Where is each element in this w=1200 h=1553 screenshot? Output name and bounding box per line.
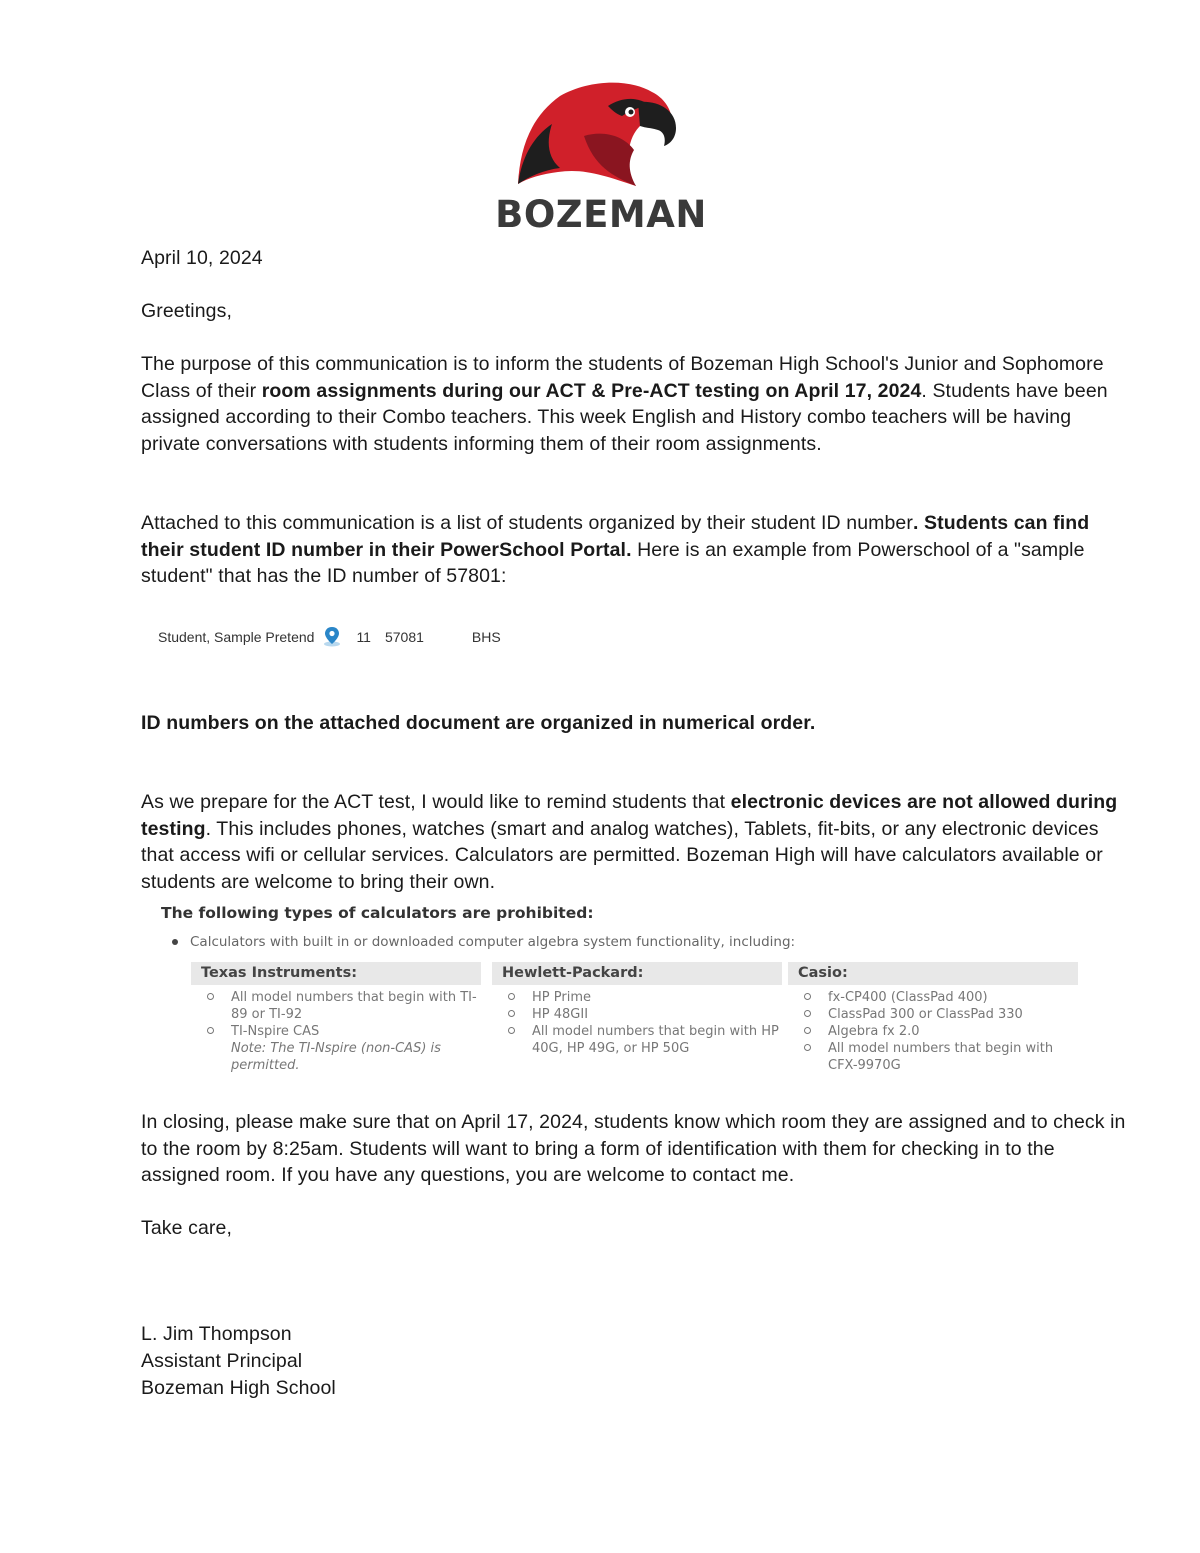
- list-item: [788, 989, 1078, 1006]
- circle-bullet-icon: [804, 1044, 811, 1051]
- list-item-text: HP 48GII: [532, 1007, 589, 1022]
- paragraph-student-id-text-1: Attached to this communication is a list of students organized by their student ID number: [141, 512, 913, 534]
- paragraph-closing: In closing, please make sure that on April 17, 2024, students know which room they are assigned and to check in to the room by 8:25am. Students will want to bring a form of identification with them for checking in to the assigned room. If you have any questions, you are welcome to contact me.: [141, 1111, 1126, 1187]
- paragraph-devices: [141, 789, 1126, 895]
- list-item: [788, 1023, 1078, 1040]
- ti-nspire-note: Note: The TI-Nspire (non-CAS) is permitted.: [231, 1041, 441, 1073]
- powerschool-example: [158, 626, 501, 648]
- example-school: BHS: [471, 629, 501, 645]
- list-item: [492, 1006, 782, 1023]
- paragraph-purpose-bold: room assignments during our ACT & Pre-ACT testing on April 17, 2024: [261, 379, 922, 402]
- paragraph-devices-text-1: As we prepare for the ACT test, I would like to remind students that: [141, 791, 731, 813]
- column-heading: Hewlett-Packard:: [492, 962, 782, 985]
- calculator-list: [191, 989, 481, 1074]
- signoff: Take care,: [141, 1217, 232, 1239]
- column-hewlett-packard: [492, 962, 782, 1057]
- calculator-list: [492, 989, 782, 1057]
- calculators-bullet: [172, 934, 795, 950]
- list-item: [492, 1023, 782, 1057]
- list-item: [191, 989, 481, 1023]
- signature-name: L. Jim Thompson: [141, 1323, 292, 1345]
- calculators-title: The following types of calculators are prohibited:: [161, 904, 594, 922]
- signature-title: Assistant Principal: [141, 1350, 303, 1372]
- calculators-bullet-text: Calculators with built in or downloaded computer algebra system functionality, including:: [190, 934, 796, 950]
- paragraph-student-id: [141, 510, 1126, 590]
- circle-bullet-icon: [804, 1010, 811, 1017]
- column-texas-instruments: [191, 962, 481, 1074]
- calculator-list: [788, 989, 1078, 1074]
- list-item: [788, 1006, 1078, 1023]
- example-student-id: 57081: [384, 629, 424, 645]
- paragraph-devices-bold: electronic devices are not allowed during testing: [141, 791, 1118, 840]
- prohibited-calculators: [160, 902, 1080, 1082]
- list-item-text: All model numbers that begin with HP 40G, HP 49G, or HP 50G: [532, 1024, 779, 1056]
- paragraph-purpose-text-1: The purpose of this communication is to inform the students of Bozeman High School's Junior and Sophomore Class of their: [141, 353, 1104, 402]
- circle-bullet-icon: [804, 993, 811, 1000]
- letter-date: April 10, 2024: [141, 247, 263, 269]
- paragraph-devices-text-2: . This includes phones, watches (smart and analog watches), Tablets, fit-bits, or any electronic devices that access wifi or cellular services. Calculators are permitted. Bozeman High will have calculators available or students are welcome to bring their own.: [141, 817, 1103, 893]
- column-casio: [788, 962, 1078, 1074]
- list-item-text: ClassPad 300 or ClassPad 330: [828, 1007, 1023, 1022]
- circle-bullet-icon: [207, 993, 214, 1000]
- greeting: Greetings,: [141, 300, 232, 322]
- example-grade: 11: [356, 629, 371, 645]
- circle-bullet-icon: [508, 1027, 515, 1034]
- paragraph-purpose-text-2: . Students have been assigned according to their Combo teachers. This week English and History combo teachers will be having private conversations with students informing them of their room assignments.: [141, 379, 1108, 455]
- list-item-text: HP Prime: [532, 990, 591, 1005]
- paragraph-purpose: [141, 351, 1126, 457]
- list-item: [788, 1040, 1078, 1074]
- id-order-note-text: ID numbers on the attached document are organized in numerical order.: [141, 712, 816, 734]
- id-order-note: [141, 710, 1126, 737]
- circle-bullet-icon: [508, 993, 515, 1000]
- paragraph-student-id-bold: . Students can find their student ID number in their PowerSchool Portal.: [141, 512, 1090, 561]
- paragraph-student-id-text-2: Here is an example from Powerschool of a "sample student" that has the ID number of 57801:: [141, 538, 1085, 588]
- circle-bullet-icon: [804, 1027, 811, 1034]
- location-pin-icon: [322, 625, 342, 650]
- list-item: [492, 989, 782, 1006]
- signature-org: Bozeman High School: [141, 1377, 336, 1399]
- logo-wordmark: BOZEMAN: [495, 193, 707, 236]
- column-heading: Texas Instruments:: [191, 962, 481, 985]
- circle-bullet-icon: [508, 1010, 515, 1017]
- list-item-text: All model numbers that begin with TI-89 or TI-92: [231, 990, 477, 1022]
- hawk-head-icon: [488, 76, 714, 196]
- list-item-text: All model numbers that begin with CFX-9970G: [828, 1041, 1054, 1073]
- bozeman-logo: [488, 76, 714, 238]
- circle-bullet-icon: [207, 1027, 214, 1034]
- list-item-text: TI-Nspire CAS: [231, 1024, 320, 1039]
- column-heading: Casio:: [788, 962, 1078, 985]
- list-item: [191, 1023, 481, 1074]
- bullet-dot-icon: [172, 939, 178, 945]
- example-student-name: Student, Sample Pretend: [158, 629, 315, 645]
- list-item-text: Algebra fx 2.0: [828, 1024, 920, 1039]
- list-item-text: fx-CP400 (ClassPad 400): [828, 990, 988, 1005]
